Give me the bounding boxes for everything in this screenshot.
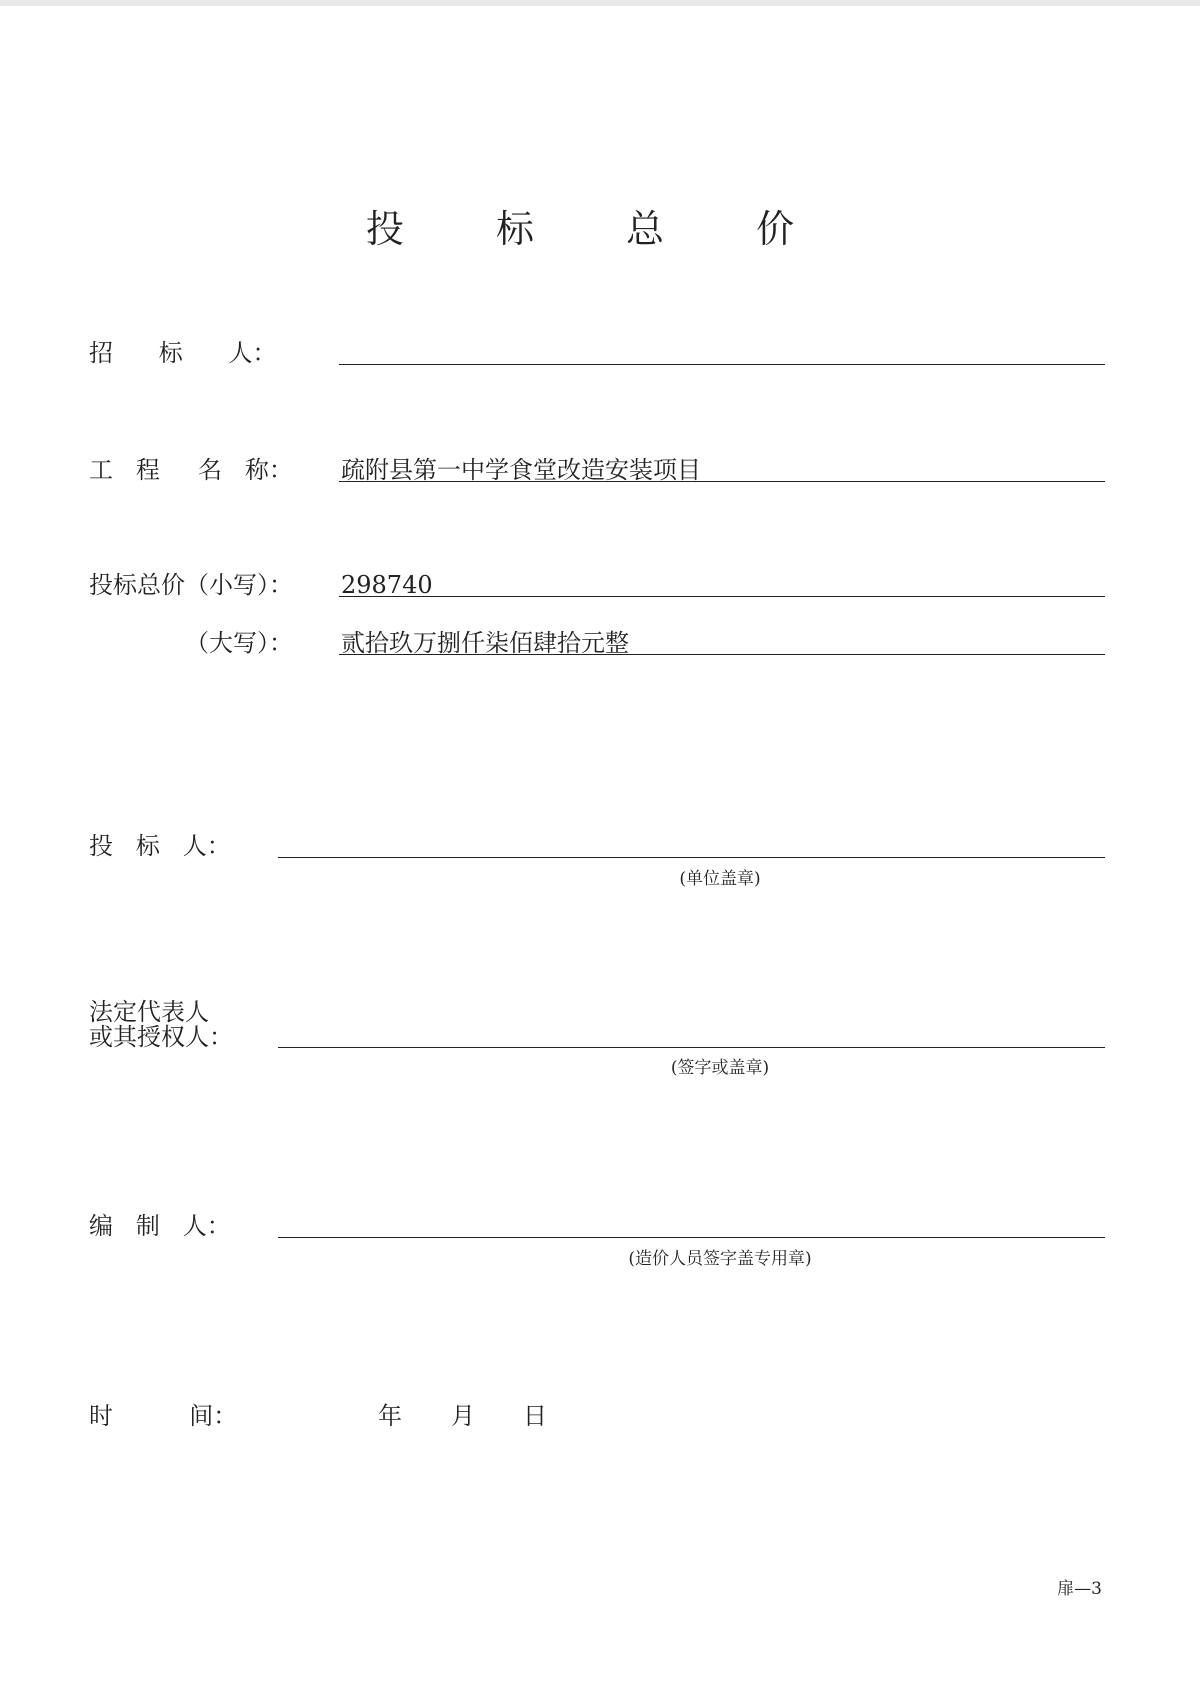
- price-uppercase-line[interactable]: [339, 654, 1105, 655]
- compiler-note: (造价人员签字盖专用章): [628, 1249, 812, 1269]
- compiler-line[interactable]: [278, 1237, 1105, 1238]
- compiler-label: 编 制 人：: [89, 1212, 231, 1240]
- tenderee-line[interactable]: [339, 364, 1105, 365]
- price-lowercase-line[interactable]: [339, 596, 1105, 597]
- top-border: [0, 0, 1200, 6]
- page-number: 扉—3: [1057, 1579, 1102, 1599]
- legal-rep-label-line1: 法定代表人: [89, 998, 209, 1026]
- legal-rep-line[interactable]: [278, 1047, 1105, 1048]
- project-name-value: 疏附县第一中学食堂改造安装项目: [341, 456, 701, 484]
- tenderee-label: 招 标 人：: [89, 339, 277, 367]
- bidder-label: 投 标 人：: [89, 832, 231, 860]
- page-title: 投 标 总 价: [365, 207, 835, 251]
- date-month: 月: [451, 1402, 475, 1430]
- project-name-label: 工 程 名 称：: [89, 456, 293, 484]
- project-name-line[interactable]: [339, 481, 1105, 482]
- bidder-line[interactable]: [278, 857, 1105, 858]
- price-lowercase-value: 298740: [341, 571, 433, 599]
- price-uppercase-value: 贰拾玖万捌仟柒佰肆拾元整: [341, 629, 629, 657]
- date-year: 年: [378, 1402, 402, 1430]
- bidder-note: (单位盖章): [679, 869, 761, 889]
- date-day: 日: [523, 1402, 547, 1430]
- price-uppercase-label: （大写）：: [185, 629, 293, 657]
- legal-rep-note: (签字或盖章): [670, 1058, 770, 1078]
- price-lowercase-label: 投标总价（小写）：: [89, 571, 293, 599]
- time-label: 时 间：: [89, 1402, 238, 1430]
- legal-rep-label-line2: 或其授权人：: [89, 1023, 233, 1051]
